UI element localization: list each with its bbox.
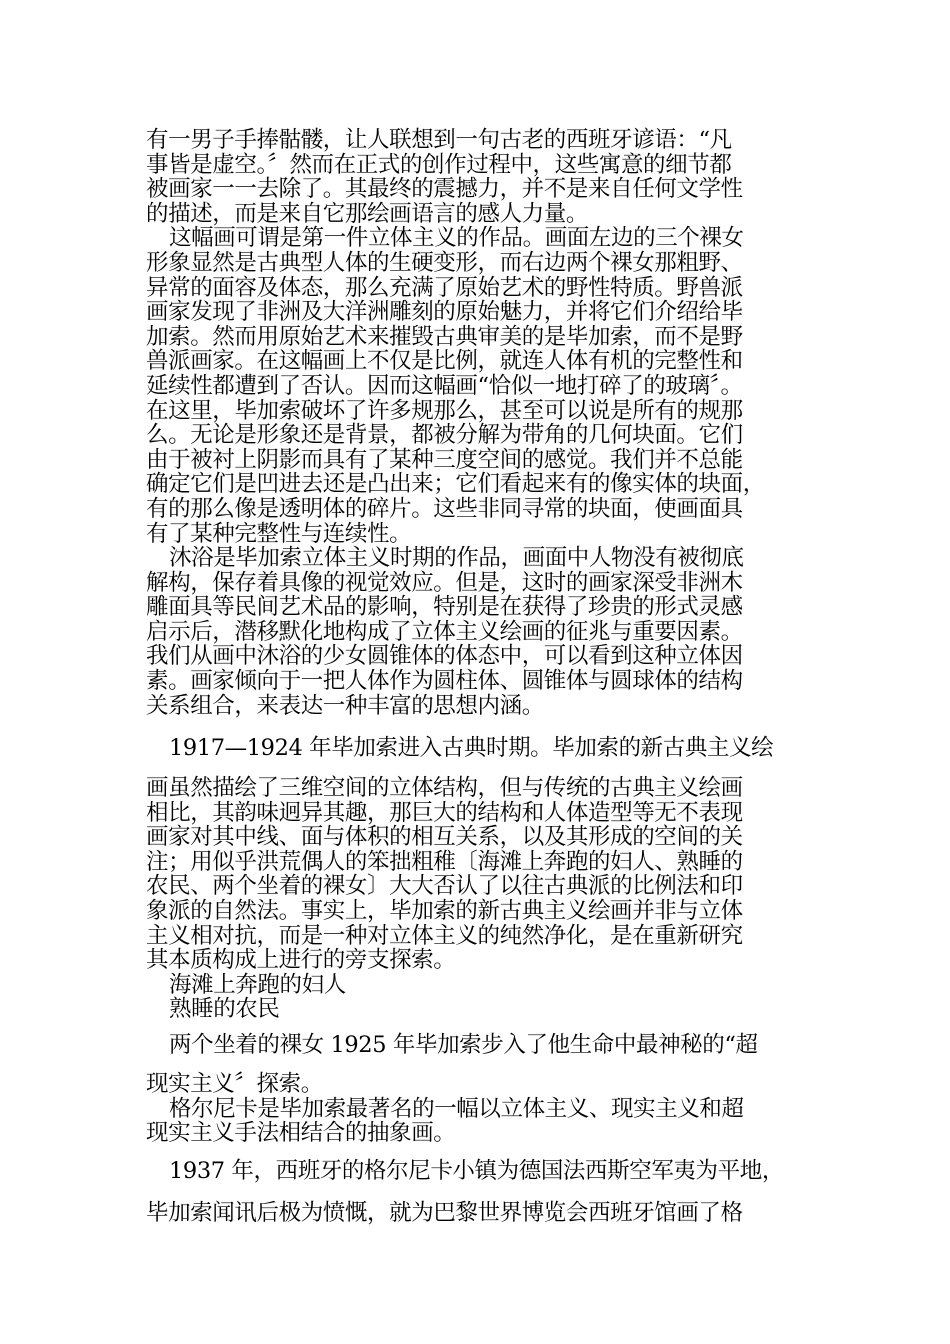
text-line: 兽派画家。在这幅画上不仅是比例，就连人体有机的完整性和 xyxy=(146,348,743,375)
text-line: 象派的自然法。事实上，毕加索的新古典主义绘画并非与立体 xyxy=(146,897,743,924)
text-line: 有的那么像是透明体的碎片。这些非同寻常的块面，使画面具 xyxy=(146,495,743,522)
text-line: 有了某种完整性与连续性。 xyxy=(146,520,412,547)
text-line: 启示后，潜移默化地构成了立体主义绘画的征兆与重要因素。 xyxy=(146,618,743,645)
text-line: 事皆是虚空。〞然而在正式的创作过程中，这些寓意的细节都 xyxy=(146,151,732,178)
text-line: 解构，保存着具像的视觉效应。但是，这时的画家深受非洲木 xyxy=(146,569,743,596)
text-line: 的描述，而是来自它那绘画语言的感人力量。 xyxy=(146,200,589,227)
text-line: 主义相对抗，而是一种对立体主义的纯然净化，是在重新研究 xyxy=(146,922,743,949)
text-line: 相比，其韵味迥异其趣，那巨大的结构和人体造型等无不表现 xyxy=(146,799,743,826)
text-line: 1917—1924 年毕加索进入古典时期。毕加索的新古典主义绘 xyxy=(169,735,774,761)
text-line: 延续性都遭到了否认。因而这幅画“恰似一地打碎了的玻璃〞。 xyxy=(146,372,743,399)
text-line: 注；用似乎洪荒偶人的笨拙粗稚〔海滩上奔跑的妇人、熟睡的 xyxy=(146,848,743,875)
text-line: 关系组合，来表达一种丰富的思想内涵。 xyxy=(146,692,544,719)
text-line: 海滩上奔跑的妇人 xyxy=(169,971,346,998)
paragraph-guernica-1937 xyxy=(146,1150,816,1234)
text-line: 么。无论是形象还是背景，都被分解为带角的几何块面。它们 xyxy=(146,422,743,449)
text-line: 现实主义手法相结合的抽象画。 xyxy=(146,1120,456,1147)
text-line: 画虽然描绘了三维空间的立体结构，但与传统的古典主义绘画 xyxy=(146,775,743,801)
text-line: 农民、两个坐着的裸女〕大大否认了以往古典派的比例法和印 xyxy=(146,873,743,900)
text-line: 异常的面容及体态，那么充满了原始艺术的野性特质。野兽派 xyxy=(146,274,743,301)
text-line: 其本质构成上进行的旁支探索。 xyxy=(146,947,456,974)
paragraph-surrealism-start xyxy=(146,1024,816,1066)
text-line: 确定它们是凹进去还是凸出来；它们看起来有的像实体的块面， xyxy=(146,471,765,498)
text-line: 加索。然而用原始艺术来摧毁古典审美的是毕加索，而不是野 xyxy=(146,323,743,350)
text-line: 在这里，毕加索破坏了许多规那么，甚至可以说是所有的规那 xyxy=(146,397,743,424)
paragraph-group-guernica xyxy=(146,1072,816,1146)
text-line: 雕面具等民间艺术品的影响，特别是在获得了珍贵的形式灵感 xyxy=(146,594,743,621)
text-line: 有一男子手捧骷髅，让人联想到一句古老的西班牙谚语：“凡 xyxy=(146,127,732,153)
text-line: 格尔尼卡是毕加索最著名的一幅以立体主义、现实主义和超 xyxy=(169,1095,744,1122)
text-line: 这幅画可谓是第一件立体主义的作品。画面左边的三个裸女 xyxy=(169,225,744,252)
paragraph-neoclassical-start xyxy=(146,727,816,769)
text-line: 现实主义〞探索。 xyxy=(146,1071,323,1097)
text-line: 1937 年，西班牙的格尔尼卡小镇为德国法西斯空军夷为平地， xyxy=(169,1158,784,1184)
text-line: 我们从画中沐浴的少女圆锥体的体态中，可以看到这种立体因 xyxy=(146,643,743,670)
paragraph-group-neoclassical xyxy=(146,776,816,1022)
paragraph-group-cubism xyxy=(146,128,816,718)
text-line: 毕加索闻讯后极为愤慨，就为巴黎世界博览会西班牙馆画了格 xyxy=(146,1200,743,1226)
text-line: 形象显然是古典型人体的生硬变形，而右边两个裸女那粗野、 xyxy=(146,249,743,276)
text-line: 沐浴是毕加索立体主义时期的作品，画面中人物没有被彻底 xyxy=(169,545,744,572)
text-line: 画家发现了非洲及大洋洲雕刻的原始魅力，并将它们介绍给毕 xyxy=(146,299,743,326)
text-line: 由于被衬上阴影而具有了某种三度空间的感觉。我们并不总能 xyxy=(146,446,743,473)
text-line: 两个坐着的裸女 1925 年毕加索步入了他生命中最神秘的“超 xyxy=(169,1032,758,1058)
text-line: 熟睡的农民 xyxy=(169,996,280,1023)
text-line: 被画家一一去除了。其最终的震撼力，并不是来自任何文学性 xyxy=(146,176,743,203)
text-line: 画家对其中线、面与体积的相互关系，以及其形成的空间的关 xyxy=(146,824,743,851)
text-line: 素。画家倾向于一把人体作为圆柱体、圆锥体与圆球体的结构 xyxy=(146,668,743,695)
